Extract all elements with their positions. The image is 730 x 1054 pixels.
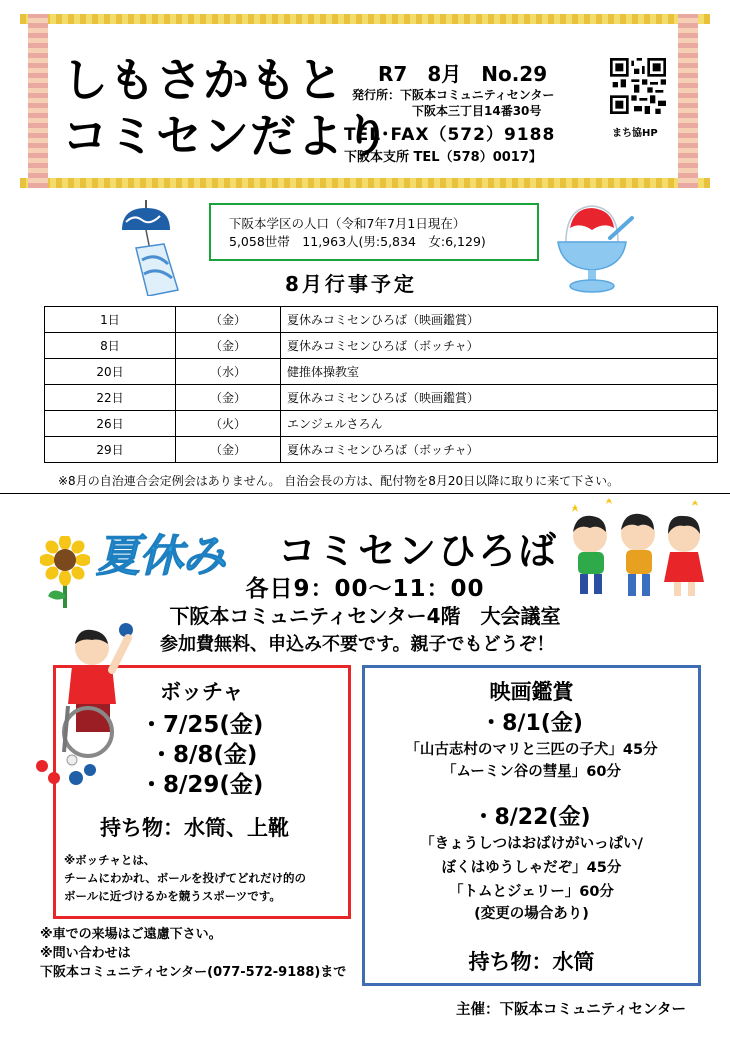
title-line1: しもさかもと	[62, 53, 344, 107]
notice-contact: 下阪本コミュニティセンター(077-572-9188)まで	[40, 965, 347, 980]
schedule-row	[45, 359, 718, 385]
movie-date-2: ・8/22(金)	[472, 805, 591, 830]
shaved-ice-icon	[552, 198, 638, 296]
schedule-event: 夏休みコミセンひろば（映画鑑賞）	[281, 385, 718, 411]
schedule-title: 8月行事予定	[285, 272, 417, 296]
movie-date-1: ・8/1(金)	[480, 711, 583, 736]
schedule-day: 26日	[45, 411, 176, 437]
schedule-weekday: （金）	[176, 307, 281, 333]
header-frame-top	[20, 14, 710, 24]
schedule-day: 8日	[45, 333, 176, 359]
movie-bring: 持ち物：水筒	[468, 950, 595, 974]
tel-fax: TEL･FAX（572）9188	[344, 125, 556, 145]
schedule-day: 29日	[45, 437, 176, 463]
schedule-weekday: （金）	[176, 385, 281, 411]
schedule-event: エンジェルさろん	[281, 411, 718, 437]
schedule-weekday: （水）	[176, 359, 281, 385]
schedule-day: 1日	[45, 307, 176, 333]
schedule-event: 夏休みコミセンひろば（ボッチャ）	[281, 333, 718, 359]
movie-change-note: (変更の場合あり)	[474, 906, 589, 922]
schedule-row	[45, 385, 718, 411]
movie-film-1a: 「山古志村のマリと三匹の子犬」45分	[405, 742, 658, 758]
schedule-event: 夏休みコミセンひろば（映画鑑賞）	[281, 307, 718, 333]
schedule-day: 22日	[45, 385, 176, 411]
schedule-row	[45, 333, 718, 359]
movie-film-2b: ぼくはゆうしゃだぞ」45分	[441, 860, 622, 876]
boccia-date-1: ・7/25(金)	[140, 712, 264, 738]
event-fee: 参加費無料、申込み不要です。親子でもどうぞ！	[160, 634, 555, 655]
section-divider	[0, 493, 730, 494]
header-frame-left	[28, 14, 48, 188]
schedule-day: 20日	[45, 359, 176, 385]
schedule-weekday: （金）	[176, 333, 281, 359]
schedule-weekday: （火）	[176, 411, 281, 437]
population-line1: 下阪本学区の人口（令和7年7月1日現在）	[229, 216, 466, 231]
boccia-date-3: ・8/29(金)	[140, 772, 264, 798]
boccia-note-2: チームにわかれ、ボールを投げてどれだけ的の	[64, 871, 306, 885]
qr-caption: まち協HP	[612, 128, 658, 139]
schedule-row	[45, 307, 718, 333]
movie-film-2a: 「きょうしつはおばけがいっぱい/	[420, 836, 643, 852]
publisher: 発行所：下阪本コミュニティセンター	[352, 88, 555, 102]
notice-parking: ※車での来場はご遠慮下さい。	[40, 927, 222, 942]
boccia-date-2: ・8/8(金)	[150, 742, 258, 768]
notice-inquiry: ※問い合わせは	[40, 946, 131, 961]
qr-code-icon	[610, 58, 666, 114]
schedule-row	[45, 411, 718, 437]
boccia-heading: ボッチャ	[160, 680, 244, 704]
title-line2: コミセンだより	[62, 109, 391, 163]
movie-film-1b: 「ムーミン谷の彗星」60分	[442, 764, 621, 780]
schedule-note: ※8月の自治連合会定例会はありません。 自治会長の方は、配付物を8月20日以降に取りに来て下さい。	[58, 474, 620, 488]
schedule-event: 健推体操教室	[281, 359, 718, 385]
issue-number: R7 8月 No.29	[378, 62, 548, 86]
population-line2: 5,058世帯 11,963人(男:5,834 女:6,129)	[229, 234, 486, 249]
movie-film-2c: 「トムとジェリー」60分	[449, 884, 614, 900]
event-title-main: コミセンひろば	[278, 529, 559, 573]
schedule-weekday: （金）	[176, 437, 281, 463]
header-frame-right	[678, 14, 698, 188]
schedule-table	[44, 306, 718, 463]
event-venue: 下阪本コミュニティセンター4階 大会議室	[169, 604, 561, 628]
wind-chime-icon	[112, 200, 182, 296]
sponsor: 主催：下阪本コミュニティセンター	[456, 1002, 686, 1018]
boccia-player-icon	[28, 618, 140, 788]
boccia-note-1: ※ボッチャとは、	[64, 853, 156, 867]
schedule-row	[45, 437, 718, 463]
movie-heading: 映画鑑賞	[489, 680, 574, 704]
boccia-note-3: ボールに近づけるかを競うスポーツです。	[64, 889, 281, 903]
address: 下阪本三丁目14番30号	[412, 104, 542, 118]
population-box	[209, 203, 539, 261]
boccia-bring: 持ち物：水筒、上靴	[100, 816, 289, 840]
event-time: 各日9：00～11：00	[245, 576, 485, 602]
event-title-natsu: 夏休み	[96, 531, 225, 582]
branch-tel: 下阪本支所 TEL（578）0017】	[344, 150, 542, 165]
schedule-event: 夏休みコミセンひろば（ボッチャ）	[281, 437, 718, 463]
header-frame-bottom	[20, 178, 710, 188]
